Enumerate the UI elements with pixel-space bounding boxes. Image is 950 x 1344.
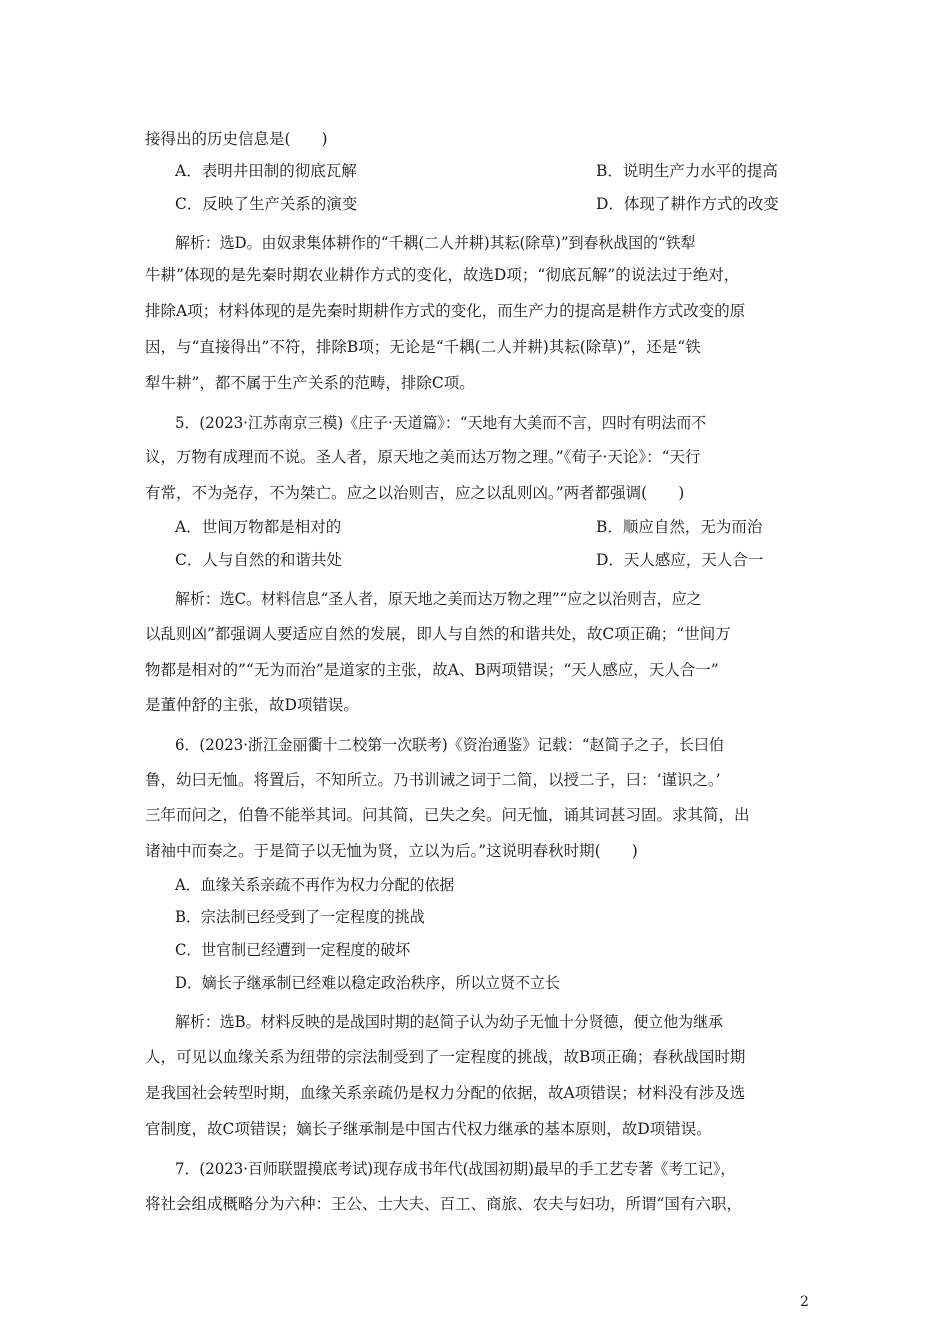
q6-analysis-line: 是我国社会转型时期，血缘关系亲疏仍是权力分配的依据，故A项错误；材料没有涉及选 [145, 1084, 746, 1102]
q6-stem-line: 6．(2023·浙江金丽衢十二校第一次联考)《资治通鉴》记载：“赵简子之子，长曰伯 [175, 736, 724, 754]
q4-analysis-line: 排除A项；材料体现的是先秦时期耕作方式的变化，而生产力的提高是耕作方式改变的原 [145, 302, 746, 320]
q5-analysis-line: 物都是相对的”“无为而治”是道家的主张，故A、B两项错误；“天人感应，天人合一” [145, 661, 719, 679]
q7-stem-line: 将社会组成概略分为六种：王公、士大夫、百工、商旅、农夫与妇功，所谓“国有六职， [145, 1195, 742, 1213]
q6-option-b: B．宗法制已经受到了一定程度的挑战 [175, 908, 425, 926]
q6-stem-line: 三年而问之，伯鲁不能举其词。问其简，已失之矣。问无恤，诵其词甚习固。求其简，出 [145, 806, 750, 824]
q4-option-a: A．表明井田制的彻底瓦解 [175, 162, 357, 180]
q6-option-a: A．血缘关系亲疏不再作为权力分配的依据 [175, 876, 455, 894]
q4-option-c: C．反映了生产关系的演变 [175, 195, 358, 213]
q4-stem-tail: 接得出的历史信息是( ) [145, 130, 328, 148]
q5-analysis-line: 是董仲舒的主张，故D项错误。 [145, 696, 359, 714]
q4-analysis-line: 牛耕”体现的是先秦时期农业耕作方式的变化，故选D项；“彻底瓦解”的说法过于绝对， [145, 266, 740, 284]
q5-option-a: A．世间万物都是相对的 [175, 518, 342, 536]
q6-stem-line: 诸袖中而奏之。于是简子以无恤为贤，立以为后。”这说明春秋时期( ) [145, 842, 638, 860]
q6-option-c: C．世官制已经遭到一定程度的破坏 [175, 941, 411, 959]
q7-stem-line: 7．(2023·百师联盟摸底考试)现存成书年代(战国初期)最早的手工艺专著《考工记》， [175, 1160, 736, 1178]
q6-stem-line: 鲁，幼曰无恤。将置后，不知所立。乃书训诫之词于二简，以授二子，曰：‘谨识之。’ [145, 771, 721, 789]
q5-option-c: C．人与自然的和谐共处 [175, 551, 342, 569]
q5-option-d: D．天人感应，天人合一 [596, 551, 764, 569]
q4-analysis-line: 因，与“直接得出”不符，排除B项；无论是“千耦(二人并耕)其耘(除草)”，还是“铁 [145, 338, 701, 356]
q5-analysis-line: 解析：选C。材料信息“圣人者，原天地之美而达万物之理”“应之以治则吉，应之 [175, 590, 702, 608]
q4-analysis-line: 犁牛耕”，都不属于生产关系的范畴，排除C项。 [145, 374, 475, 392]
q4-analysis-line: 解析：选D。由奴隶集体耕作的“千耦(二人并耕)其耘(除草)”到春秋战国的“铁犁 [175, 234, 696, 252]
q5-analysis-line: 以乱则凶”都强调人要适应自然的发展，即人与自然的和谐共处，故C项正确；“世间万 [145, 625, 731, 643]
q6-analysis-line: 官制度，故C项错误；嫡长子继承制是中国古代权力继承的基本原则，故D项错误。 [145, 1120, 712, 1138]
q4-option-d: D．体现了耕作方式的改变 [596, 195, 779, 213]
q5-option-b: B．顺应自然，无为而治 [596, 518, 763, 536]
q6-option-d: D．嫡长子继承制已经难以稳定政治秩序，所以立贤不立长 [175, 974, 560, 992]
q6-analysis-line: 人，可见以血缘关系为纽带的宗法制受到了一定程度的挑战，故B项正确；春秋战国时期 [145, 1048, 746, 1066]
q5-stem-line: 议，万物有成理而不说。圣人者，原天地之美而达万物之理。”《荀子·天论》：“天行 [145, 448, 701, 466]
q5-stem-line: 有常，不为尧存，不为桀亡。应之以治则吉，应之以乱则凶。”两者都强调( ) [145, 484, 685, 502]
q5-stem-line: 5．(2023·江苏南京三模)《庄子·天道篇》：“天地有大美而不言，四时有明法而不 [175, 414, 707, 432]
page-number: 2 [800, 1294, 809, 1310]
q4-option-b: B．说明生产力水平的提高 [596, 162, 778, 180]
q6-analysis-line: 解析：选B。材料反映的是战国时期的赵简子认为幼子无恤十分贤德，便立他为继承 [175, 1013, 723, 1031]
